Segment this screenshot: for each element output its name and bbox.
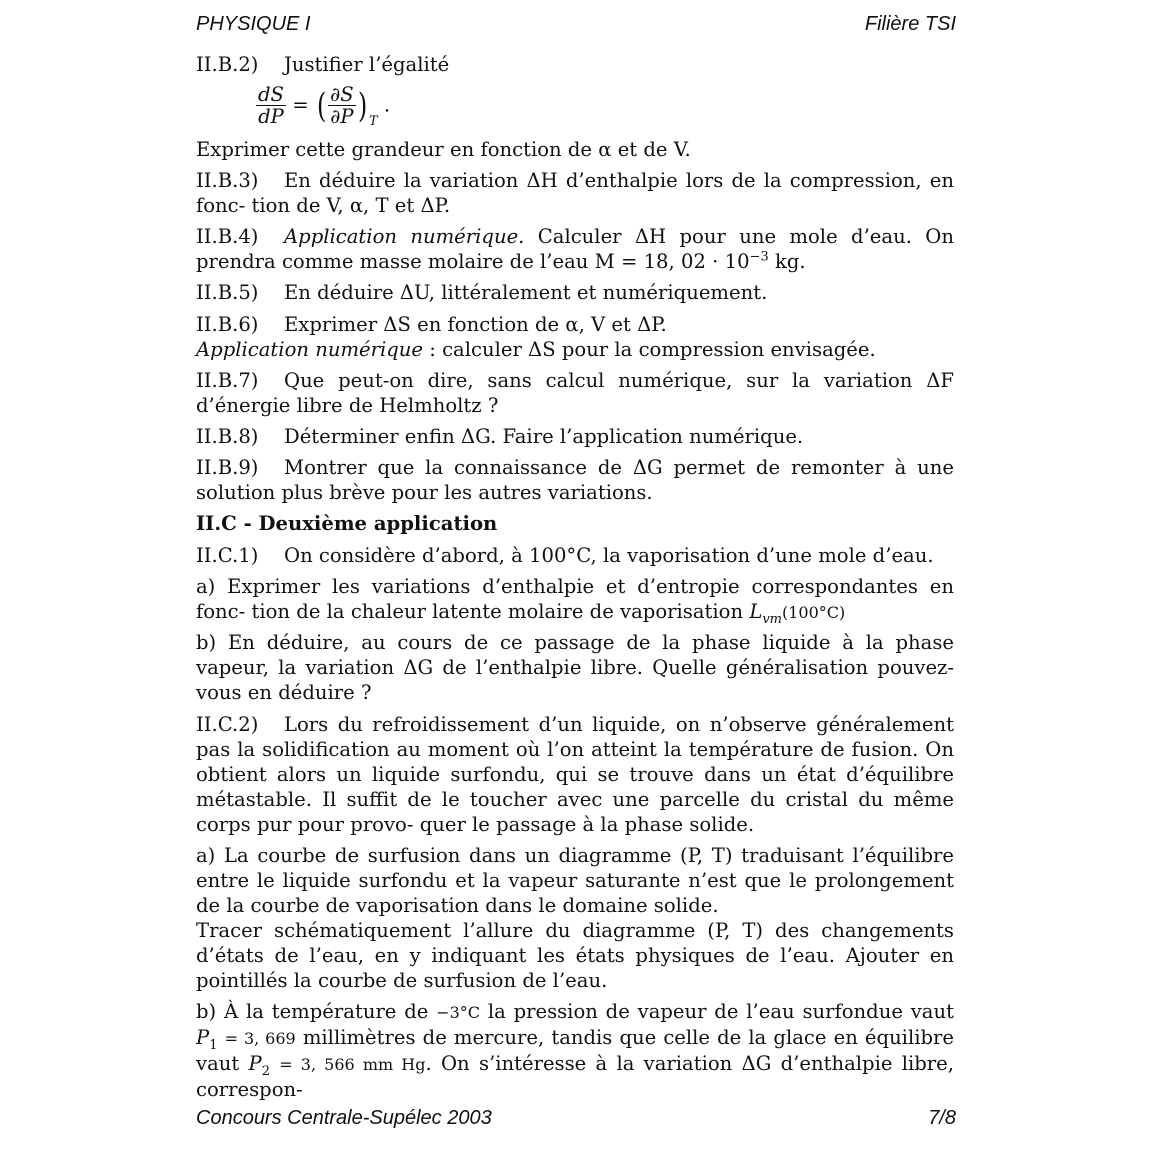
pressure-value-2: = 3, 566 mm Hg [279,1055,426,1074]
eq-rhs-numerator: ∂S [330,83,354,106]
question-number: II.B.8) [196,425,259,448]
question-IIC2a-part2: Tracer schématiquement l’allure du diagramme (P, T) des changements d’états de l’eau, en y indiquant les états physiques de l’eau. Ajouter en pointillés la courbe de surfusion de l’eau. [196,919,954,992]
latent-heat-subscript: vm [762,611,782,627]
question-IIC1a [196,574,954,625]
exponent: −3 [749,249,769,265]
question-text: On considère d’abord, à 100°C, la vaporisation d’une mole d’eau. [284,544,934,567]
question-IIC1b: b) En déduire, au cours de ce passage de la phase liquide à la phase vapeur, la variation ΔG de l’enthalpie libre. Quelle généralisation pouvez-vous en déduire ? [196,631,954,704]
question-IIB7 [196,368,954,418]
question-IIB6-application [196,337,954,362]
question-text: Calculer ΔH pour une mole d’eau. On prendra comme masse molaire de l’eau M = 18, 02 · 10 [196,225,954,273]
eq-lhs-numerator: dS [258,83,284,106]
question-text: En déduire la variation ΔH d’enthalpie lors de la compression, en fonc- tion de V, α, T et ΔP. [196,169,954,217]
equation-dS-dP: $\frac{dS}{dP}$ = ( $\frac{\partial S}{\partial P}$ ) $_T$ . [258,83,391,129]
section-heading-IIC: II.C - Deuxième application [196,512,498,535]
question-text: En déduire ΔU, littéralement et numériquement. [284,281,768,304]
unit: kg. [774,250,806,273]
eq-rhs-denominator: ∂P [330,105,354,128]
question-IIB9 [196,455,954,505]
question-IIC2b [196,999,954,1102]
text-segment: millimètres de mercure, tandis que celle de la glace en équilibre vaut [196,1026,954,1075]
eq-subscript: T [368,114,378,129]
question-number: II.B.7) [196,369,259,392]
eq-lhs-denominator: dP [258,105,284,128]
latent-heat-argument: (100°C) [782,603,846,622]
text-segment: b) À la température de [196,1000,429,1023]
question-IIB6 [196,312,954,337]
question-number: II.B.9) [196,456,259,479]
question-number: II.B.5) [196,281,259,304]
question-italic-text: Application numérique. [284,225,525,248]
question-IIB5 [196,280,954,305]
footer-right: 7/8 [928,1107,956,1129]
application-label: Application numérique [196,338,424,361]
question-text: Que peut-on dire, sans calcul numérique, sur la variation ΔF d’énergie libre de Helmholtz ? [196,369,954,417]
question-number: II.B.3) [196,169,259,192]
question-text: Déterminer enfin ΔG. Faire l’application numérique. [284,425,804,448]
question-IIB3 [196,168,954,218]
question-number: II.B.4) [196,225,259,248]
pressure-value-1: = 3, 669 [224,1029,296,1048]
document-page [196,0,956,1152]
question-text: Justifier l’égalité [284,53,450,76]
question-number: II.B.2) [196,53,259,76]
header-right: Filière TSI [864,13,956,35]
temperature-value: −3°C [436,1003,480,1022]
pressure-subscript-2: 2 [261,1063,270,1079]
footer-left: Concours Centrale-Supélec 2003 [196,1107,492,1129]
question-number: II.B.6) [196,313,259,336]
text-segment: la pression de vapeur de l’eau surfondue vaut [487,1000,954,1023]
application-text: : calculer ΔS pour la compression envisagée. [429,338,876,361]
header-left: PHYSIQUE I [196,13,311,35]
question-text: Lors du refroidissement d’un liquide, on n’observe généralement pas la solidification au moment où l’on atteint la température de fusion. On obtient alors un liquide surfondu, qui se trouve dans un état d’équilibre métastable. Il suffit de le toucher avec une parcelle du cristal du même corps pur pour provo- quer le passage à la phase solide. [196,713,954,836]
question-IIB4 [196,224,954,274]
text-segment: . On s’intéresse à la variation ΔG d’enthalpie libre, correspon- [196,1052,954,1101]
latent-heat-symbol: L [749,600,763,623]
question-number: II.C.1) [196,544,259,567]
question-text: Exprimer ΔS en fonction de α, V et ΔP. [284,313,667,336]
question-IIC1 [196,543,954,568]
question-IIB2 [196,52,954,77]
question-text: Montrer que la connaissance de ΔG permet de remonter à une solution plus brève pour les autres variations. [196,456,954,504]
pressure-symbol-1: P [196,1026,210,1049]
pressure-subscript-1: 1 [209,1037,218,1053]
question-IIC2a-part1: a) La courbe de surfusion dans un diagramme (P, T) traduisant l’équilibre entre le liquide surfondu et la vapeur saturante n’est que le prolongement de la courbe de vaporisation dans le domaine solide. [196,844,954,917]
question-IIC2 [196,712,954,837]
question-text: a) Exprimer les variations d’enthalpie et d’entropie correspondantes en fonc- tion de la chaleur latente molaire de vaporisation [196,575,954,623]
question-number: II.C.2) [196,713,259,736]
question-IIB8 [196,424,954,449]
question-IIB2-followup: Exprimer cette grandeur en fonction de α et de V. [196,138,691,161]
pressure-symbol-2: P [248,1052,262,1075]
